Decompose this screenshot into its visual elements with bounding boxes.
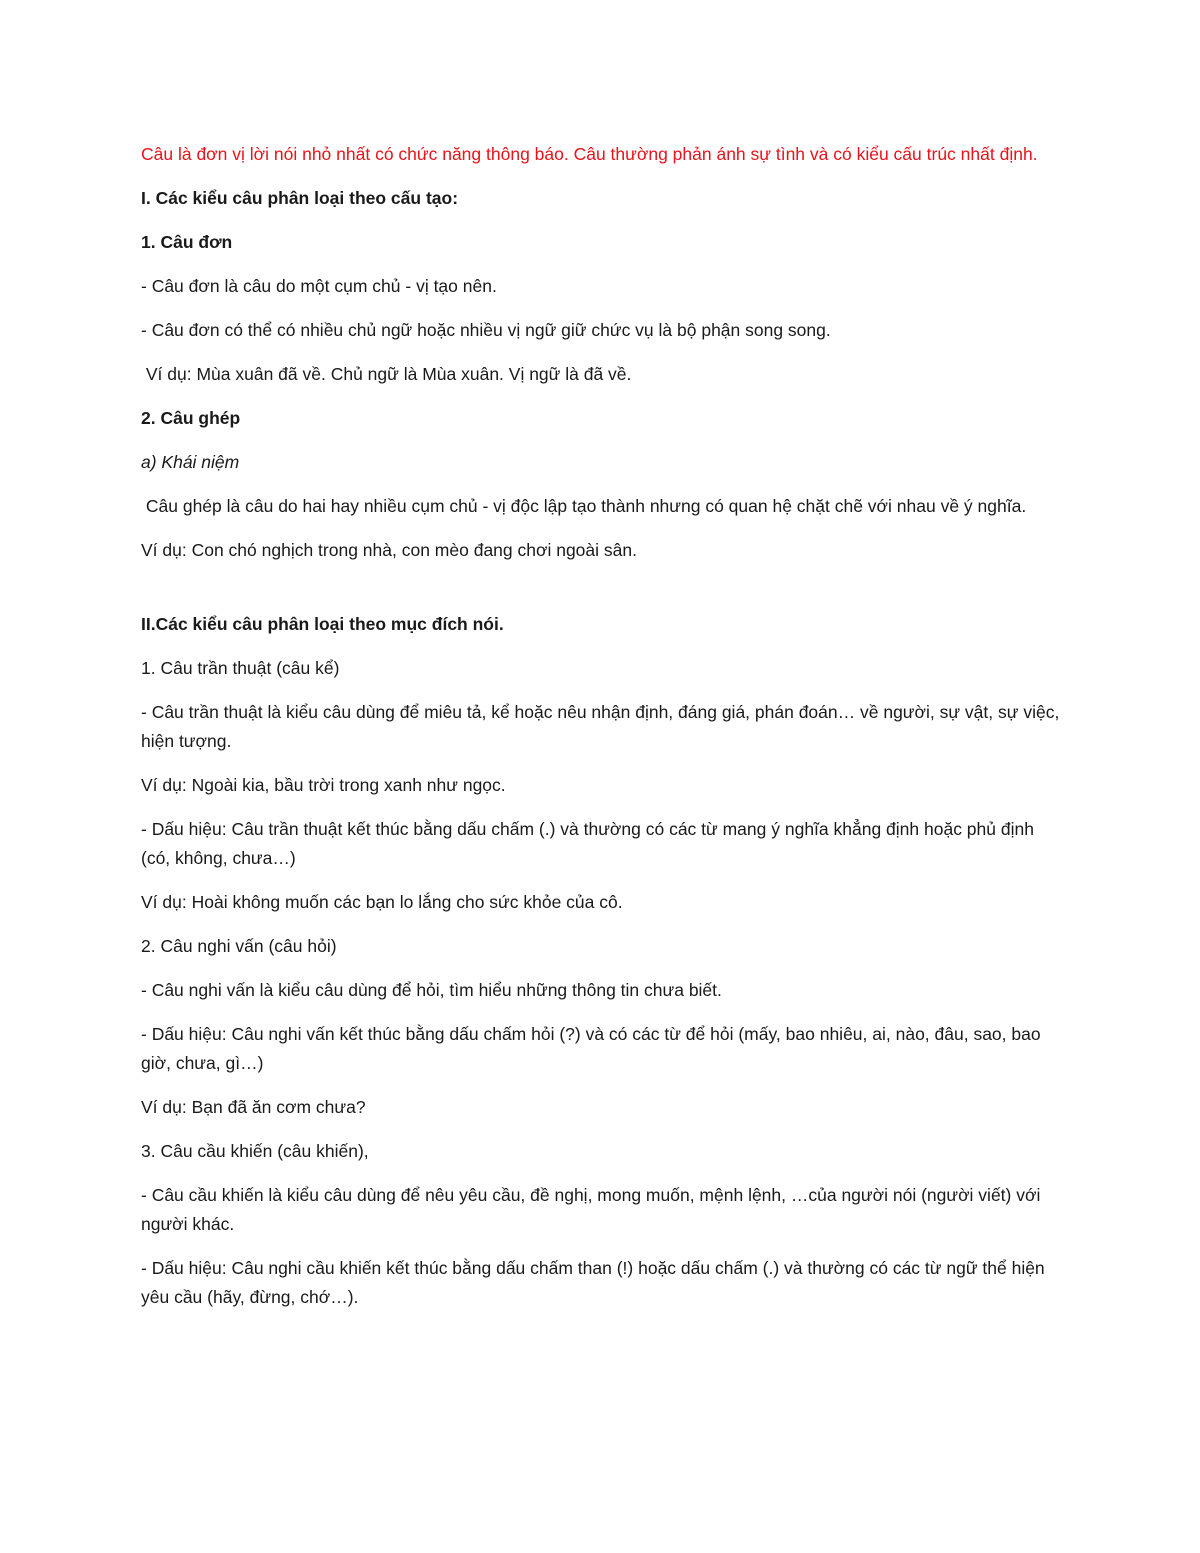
compound-sentence-concept-label: a) Khái niệm <box>141 452 240 472</box>
intro-paragraph: Câu là đơn vị lời nói nhỏ nhất có chức năng thông báo. Câu thường phản ánh sự tình và có kiểu cấu trúc nhất định. <box>141 144 1038 164</box>
imperative-definition: - Câu cầu khiến là kiểu câu dùng để nêu yêu cầu, đề nghị, mong muốn, mệnh lệnh, …của người nói (người viết) với người khác. <box>141 1185 1041 1234</box>
declarative-definition: - Câu trần thuật là kiểu câu dùng để miêu tả, kể hoặc nêu nhận định, đáng giá, phán đoán… về người, sự vật, sự việc, hiện tượng. <box>141 702 1060 751</box>
imperative-signs: - Dấu hiệu: Câu nghi cầu khiến kết thúc bằng dấu chấm than (!) hoặc dấu chấm (.) và thường có các từ ngữ thể hiện yêu cầu (hãy, đừng, chớ…). <box>141 1258 1045 1307</box>
section-heading-purpose: II.Các kiểu câu phân loại theo mục đích nói. <box>141 614 504 634</box>
declarative-signs-example: Ví dụ: Hoài không muốn các bạn lo lắng cho sức khỏe của cô. <box>141 892 623 912</box>
interrogative-heading: 2. Câu nghi vấn (câu hỏi) <box>141 936 337 956</box>
section-heading-structure: I. Các kiểu câu phân loại theo cấu tạo: <box>141 188 459 208</box>
declarative-signs: - Dấu hiệu: Câu trần thuật kết thúc bằng dấu chấm (.) và thường có các từ mang ý nghĩa khẳng định hoặc phủ định (có, không, chưa…) <box>141 819 1034 868</box>
subheading-compound-sentence: 2. Câu ghép <box>141 408 241 428</box>
compound-sentence-example: Ví dụ: Con chó nghịch trong nhà, con mèo đang chơi ngoài sân. <box>141 540 637 560</box>
compound-sentence-definition: Câu ghép là câu do hai hay nhiều cụm chủ - vị độc lập tạo thành nhưng có quan hệ chặt chẽ với nhau về ý nghĩa. <box>141 496 1027 516</box>
interrogative-signs: - Dấu hiệu: Câu nghi vấn kết thúc bằng dấu chấm hỏi (?) và có các từ để hỏi (mấy, bao nhiêu, ai, nào, đâu, sao, bao giờ, chưa, gì…) <box>141 1024 1041 1073</box>
declarative-example: Ví dụ: Ngoài kia, bầu trời trong xanh như ngọc. <box>141 775 506 795</box>
declarative-heading: 1. Câu trần thuật (câu kể) <box>141 658 340 678</box>
interrogative-example: Ví dụ: Bạn đã ăn cơm chưa? <box>141 1097 366 1117</box>
paragraph-spacer <box>141 580 1061 610</box>
document-body <box>141 140 1061 1327</box>
simple-sentence-definition: - Câu đơn là câu do một cụm chủ - vị tạo nên. <box>141 276 497 296</box>
simple-sentence-example: Ví dụ: Mùa xuân đã về. Chủ ngữ là Mùa xuân. Vị ngữ là đã về. <box>141 364 632 384</box>
simple-sentence-note: - Câu đơn có thể có nhiều chủ ngữ hoặc nhiều vị ngữ giữ chức vụ là bộ phận song song. <box>141 320 831 340</box>
subheading-simple-sentence: 1. Câu đơn <box>141 232 233 252</box>
interrogative-definition: - Câu nghi vấn là kiểu câu dùng để hỏi, tìm hiểu những thông tin chưa biết. <box>141 980 722 1000</box>
imperative-heading: 3. Câu cầu khiến (câu khiến), <box>141 1141 369 1161</box>
